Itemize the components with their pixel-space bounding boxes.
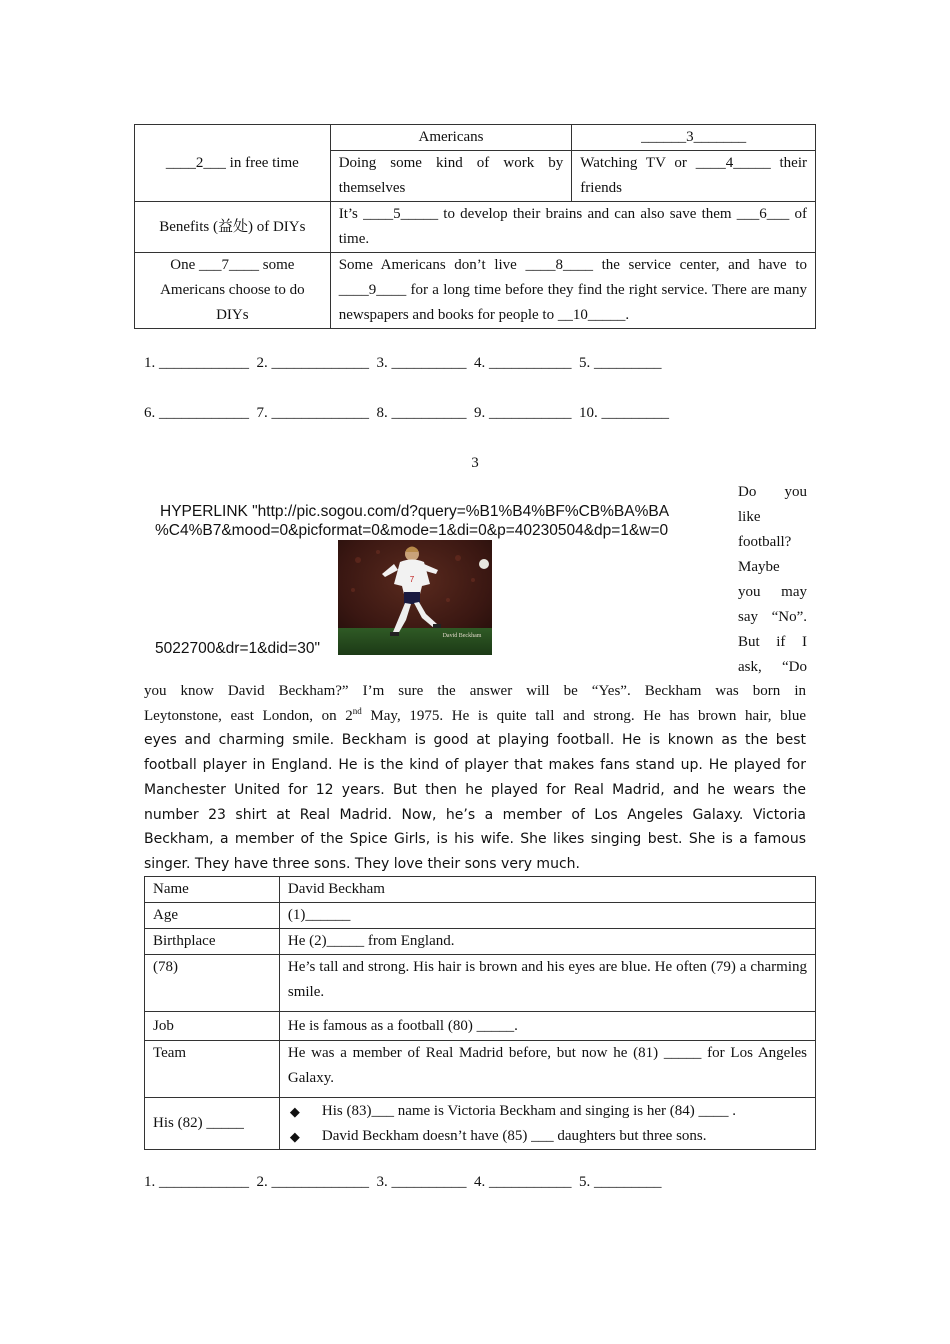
photo-caption: David Beckham [442,633,482,639]
section-number: 3 [471,455,479,471]
row-value: He is famous as a football (80) _____. [279,1012,815,1041]
hyperlink-field-code: %C4%B7&mood=0&picformat=0&mode=1&di=0&p=40230504&dp=1&w=0 [155,522,669,539]
side-word: like [738,509,761,525]
answer-line-1-5: 1. ____________ 2. _____________ 3. __________ 4. ___________ 5. _________ [144,355,662,371]
diamond-bullet-icon: ◆ [289,1103,300,1119]
passage-line: you know David Beckham?” I’m sure the answer will be “Yes”. Beckham was born in [144,683,806,699]
bullet-item [288,1124,807,1149]
side-word: Do you [738,484,807,500]
hyperlink-field-code: HYPERLINK "http://pic.sogou.com/d?query=%B1%B4%BF%CB%BA%BA [160,503,670,520]
bullet-item [288,1099,807,1124]
reading-passage [144,679,806,877]
row-label: Age [145,903,280,929]
ordinal-suffix: nd [352,705,362,716]
beckham-info-table [144,876,816,1150]
row-label: Birthplace [145,929,280,955]
hyperlink-field-code: 5022700&dr=1&did=30" [155,640,320,657]
shirt-number: 7 [409,575,415,584]
passage-line [144,704,806,729]
row-label: Name [145,877,280,903]
reason-label: One ___7____ some Americans choose to do DIYs [135,253,331,329]
side-word: football? [738,534,792,550]
blank-3-header: ______3_______ [572,125,816,151]
side-word: ask, “Do [738,659,807,675]
diamond-bullet-icon: ◆ [289,1128,300,1144]
row-value: (1)______ [279,903,815,929]
side-word: But if I [738,634,807,650]
benefits-label: Benefits (益处) of DIYs [135,202,331,253]
reason-text: Some Americans don’t live ____8____ the service center, and have to ____9____ for a long time before they find the right service. There are many newspapers and books for people to __10_____. [330,253,815,329]
bullet-text: David Beckham doesn’t have (85) ___ daughters but three sons. [321,1127,707,1144]
row-value: He was a member of Real Madrid before, but now he (81) _____ for Los Angeles Galaxy. [279,1041,815,1098]
answer-line-1-5: 1. ____________ 2. _____________ 3. __________ 4. ___________ 5. _________ [144,1174,662,1190]
side-word: you may [738,584,807,600]
bullet-text: His (83)___ name is Victoria Beckham and singing is her (84) ____ . [321,1102,737,1119]
americans-activity: Doing some kind of work by themselves [330,151,572,202]
passage-text: Leytonstone, east London, on 2 [144,707,353,724]
blank-3-activity: Watching TV or ____4_____ their friends [572,151,816,202]
row-value: David Beckham [279,877,815,903]
passage-text: May, 1975. He is quite tall and strong. He has brown hair, blue [361,707,806,724]
diy-table [134,124,816,329]
row-label: Job [145,1012,280,1041]
benefits-text: It’s ____5_____ to develop their brains and can also save them ___6___ of time. [330,202,815,253]
answer-line-6-10: 6. ____________ 7. _____________ 8. __________ 9. ___________ 10. _________ [144,405,669,421]
free-time-label: ____2___ in free time [135,125,331,202]
side-word: say “No”. [738,609,807,625]
row-value: He’s tall and strong. His hair is brown and his eyes are blue. He often (79) a charming smile. [279,955,815,1012]
beckham-photo [338,540,492,655]
row-value [279,1098,815,1150]
row-value: He (2)_____ from England. [279,929,815,955]
passage-body: eyes and charming smile. Beckham is good at playing football. He is known as the best football player in England. He is the kind of player that makes fans stand up. He played for Manchester United for 12 years. But then he played for Real Madrid, and he wears the number 23 shirt at Real Madrid. Now, he’s a member of Los Angeles Galaxy. Victoria Beckham, a member of the Spice Girls, is his wife. She likes singing best. She is a famous singer. They have three sons. They love their sons very much. [144,732,806,872]
americans-header: Americans [330,125,572,151]
row-label: Team [145,1041,280,1098]
row-label: (78) [145,955,280,1012]
row-label: His (82) _____ [145,1098,280,1150]
passage-intro [738,480,807,680]
side-word: Maybe [738,559,780,575]
